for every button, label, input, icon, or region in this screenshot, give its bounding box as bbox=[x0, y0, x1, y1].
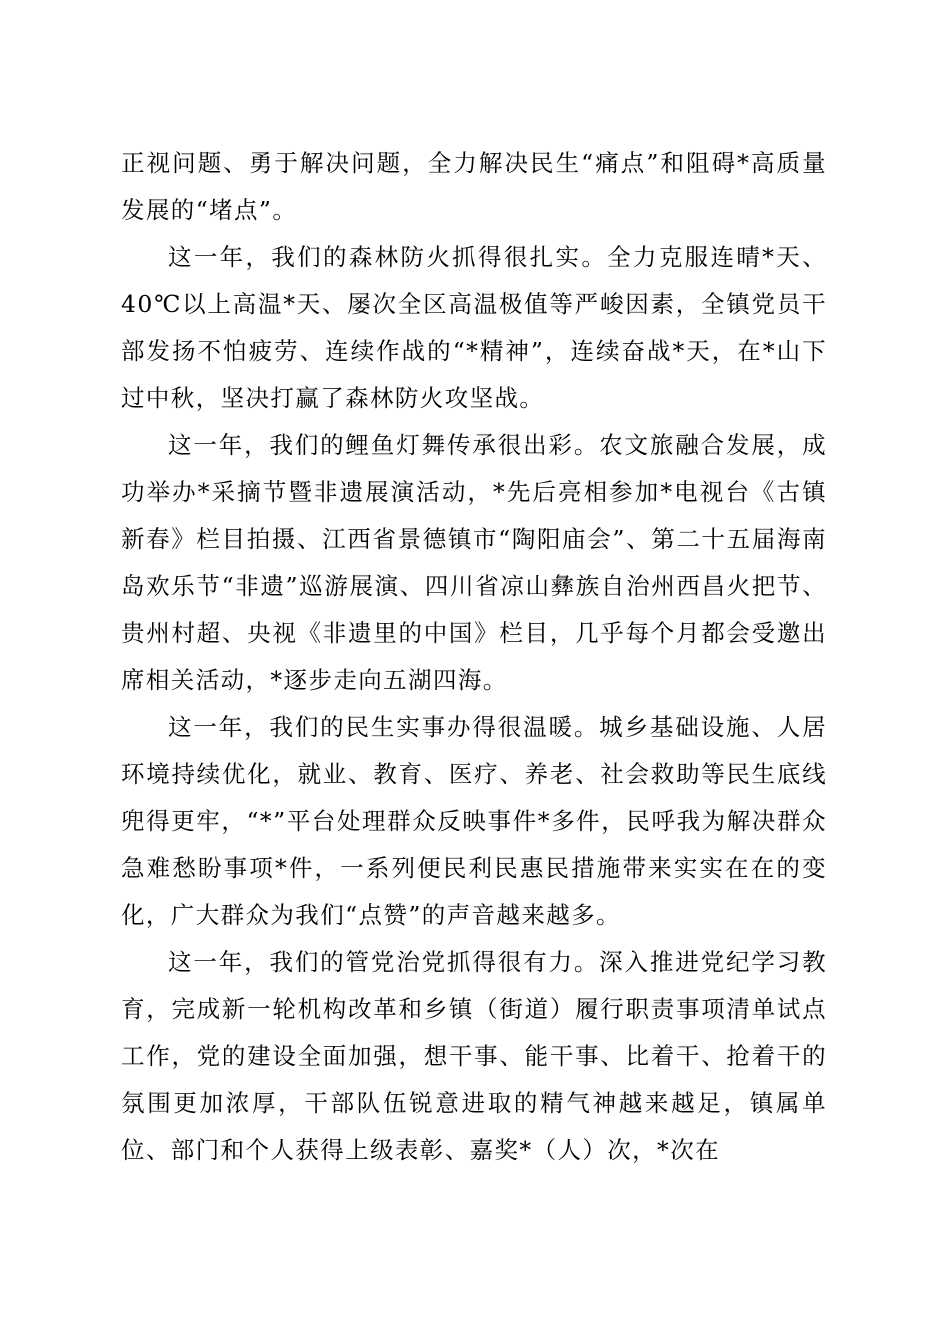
paragraph-party-governance: 这一年，我们的管党治党抓得很有力。深入推进党纪学习教育，完成新一轮机构改革和乡镇（街道）履行职责事项清单试点工作，党的建设全面加强，想干事、能干事、比着干、抢着干的氛围更加浓厚，干部队伍锐意进取的精气神越来越足，镇属单位、部门和个人获得上级表彰、嘉奖*（人）次，*次在 bbox=[121, 948, 827, 1164]
paragraph-livelihood-projects: 这一年，我们的民生实事办得很温暖。城乡基础设施、人居环境持续优化，就业、教育、医疗、养老、社会救助等民生底线兜得更牢，“*”平台处理群众反映事件*多件，民呼我为解决群众急难愁盼事项*件，一系列便民利民惠民措施带来实实在在的变化，广大群众为我们“点赞”的声音越来越多。 bbox=[121, 713, 827, 929]
paragraph-continuation: 正视问题、勇于解决问题，全力解决民生“痛点”和阻碍*高质量发展的“堵点”。 bbox=[121, 149, 827, 224]
paragraph-forest-fire-prevention: 这一年，我们的森林防火抓得很扎实。全力克服连晴*天、40℃以上高温*天、屡次全区高温极值等严峻因素，全镇党员干部发扬不怕疲劳、连续作战的“*精神”，连续奋战*天，在*山下过中秋，坚决打赢了森林防火攻坚战。 bbox=[121, 243, 827, 412]
document-body bbox=[121, 140, 827, 1174]
paragraph-carp-lantern-dance: 这一年，我们的鲤鱼灯舞传承很出彩。农文旅融合发展，成功举办*采摘节暨非遗展演活动，*先后亮相参加*电视台《古镇新春》栏目拍摄、江西省景德镇市“陶阳庙会”、第二十五届海南岛欢乐节“非遗”巡游展演、四川省凉山彝族自治州西昌火把节、贵州村超、央视《非遗里的中国》栏目，几乎每个月都会受邀出席相关活动，*逐步走向五湖四海。 bbox=[121, 431, 827, 694]
